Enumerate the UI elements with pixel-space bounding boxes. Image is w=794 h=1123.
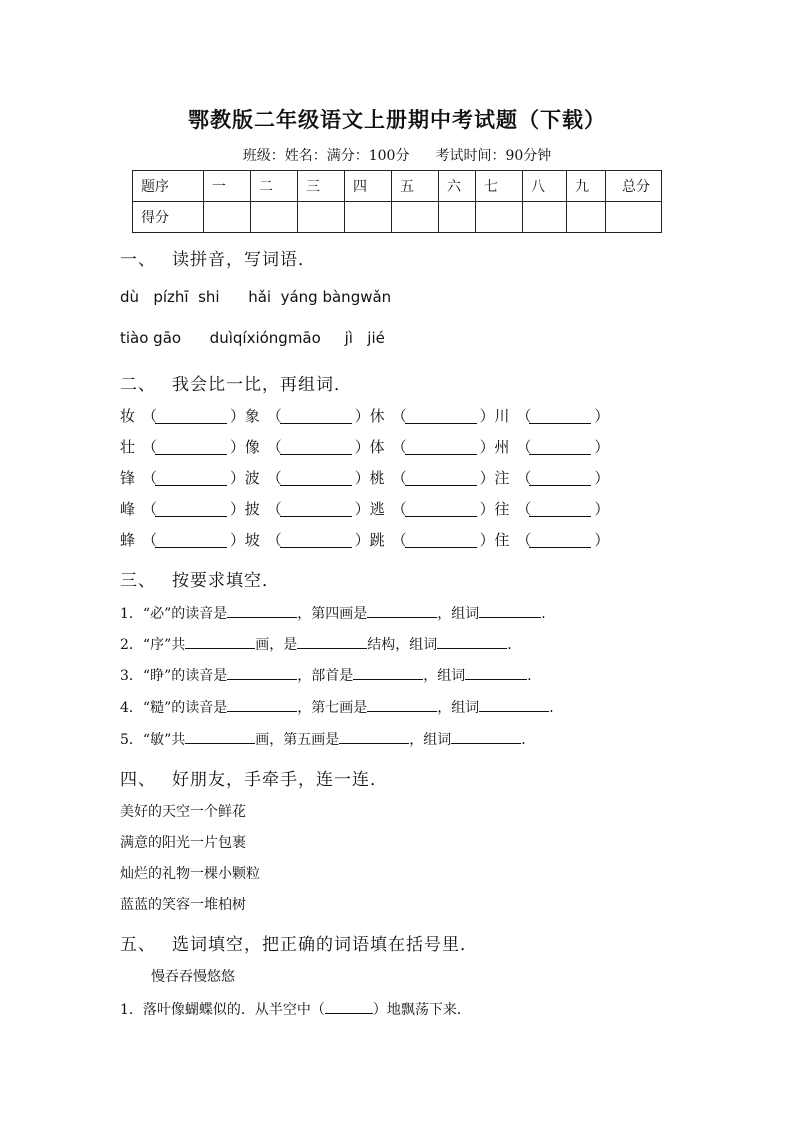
word-group-item <box>369 498 495 519</box>
question-text: 画，第五画是 <box>255 732 340 748</box>
score-table <box>132 170 662 233</box>
answer-blank[interactable] <box>367 699 437 712</box>
score-table-cell: 三 <box>298 171 345 202</box>
answer-blank[interactable] <box>227 667 297 680</box>
answer-blank[interactable] <box>529 504 591 517</box>
answer-blank[interactable] <box>529 535 591 548</box>
score-table-cell: 五 <box>392 171 439 202</box>
word-group-item <box>120 467 246 488</box>
close-paren: ） <box>354 531 370 549</box>
score-input-cell[interactable] <box>345 202 392 233</box>
section-title: 选词填空，把正确的词语填在括号里． <box>172 935 478 955</box>
open-paren: （ <box>516 469 532 487</box>
question-text: ，第四画是 <box>297 606 368 622</box>
close-paren: ） <box>594 438 610 456</box>
character: 波 <box>244 469 260 487</box>
character: 披 <box>244 500 260 518</box>
answer-blank[interactable] <box>155 442 227 455</box>
page-title: 鄂教版二年级语文上册期中考试题（下载） <box>188 107 606 132</box>
answer-blank[interactable] <box>280 411 352 424</box>
question-text: 画，是 <box>255 637 298 653</box>
answer-blank[interactable] <box>405 473 477 486</box>
close-paren: ） <box>594 531 610 549</box>
compare-row <box>120 498 610 519</box>
matching-line: 满意的阳光一片包裹 <box>120 835 246 851</box>
fill-question <box>120 634 521 654</box>
character: 桃 <box>369 469 385 487</box>
character: 像 <box>244 438 260 456</box>
word-group-item <box>244 467 370 488</box>
answer-blank[interactable] <box>367 605 437 618</box>
answer-blank[interactable] <box>155 535 227 548</box>
section-5-heading <box>120 930 478 955</box>
question-text: ）地飘荡下来． <box>372 1002 471 1018</box>
fill-question <box>120 665 541 685</box>
answer-blank[interactable] <box>465 667 527 680</box>
open-paren: （ <box>516 531 532 549</box>
character: 体 <box>369 438 385 456</box>
score-input-cell[interactable] <box>523 202 567 233</box>
question-text: ，部首是 <box>297 668 354 684</box>
score-table-cell: 九 <box>567 171 606 202</box>
character: 住 <box>494 531 510 549</box>
open-paren: （ <box>516 407 532 425</box>
character: 州 <box>494 438 510 456</box>
answer-blank[interactable] <box>185 636 255 649</box>
word-group-item <box>369 405 495 426</box>
section-title: 读拼音，写词语． <box>172 250 316 270</box>
open-paren: （ <box>142 531 158 549</box>
answer-blank[interactable] <box>405 442 477 455</box>
score-table-cell: 得分 <box>133 202 204 233</box>
character: 往 <box>494 500 510 518</box>
character: 坡 <box>244 531 260 549</box>
answer-blank[interactable] <box>280 535 352 548</box>
question-text: ，组词 <box>437 606 480 622</box>
section-number: 三、 <box>120 571 156 591</box>
word-group-item <box>494 498 610 519</box>
word-group-item <box>494 467 610 488</box>
answer-blank[interactable] <box>405 535 477 548</box>
section-number: 四、 <box>120 770 156 790</box>
open-paren: （ <box>391 469 407 487</box>
score-table-cell: 七 <box>476 171 523 202</box>
answer-blank[interactable] <box>297 636 367 649</box>
answer-blank[interactable] <box>451 731 521 744</box>
section-1-heading <box>120 245 316 270</box>
answer-blank[interactable] <box>529 473 591 486</box>
close-paren: ） <box>354 500 370 518</box>
score-table-cell: 四 <box>345 171 392 202</box>
section-4-heading <box>120 765 388 790</box>
open-paren: （ <box>266 531 282 549</box>
question-text: 结构，组词 <box>367 637 438 653</box>
open-paren: （ <box>142 500 158 518</box>
score-input-cell[interactable] <box>476 202 523 233</box>
score-input-cell[interactable] <box>204 202 251 233</box>
character: 象 <box>244 407 260 425</box>
open-paren: （ <box>266 469 282 487</box>
character: 逃 <box>369 500 385 518</box>
compare-row <box>120 436 610 457</box>
class-name-score-label: 班级：姓名：满分：100分 <box>242 148 410 164</box>
score-table-cell: 八 <box>523 171 567 202</box>
score-table-score-row <box>133 202 662 233</box>
answer-blank[interactable] <box>437 636 507 649</box>
compare-row <box>120 529 610 550</box>
score-input-cell[interactable] <box>298 202 345 233</box>
open-paren: （ <box>516 500 532 518</box>
score-input-cell[interactable] <box>439 202 476 233</box>
answer-blank[interactable] <box>405 504 477 517</box>
character: 壮 <box>120 438 136 456</box>
open-paren: （ <box>142 438 158 456</box>
answer-blank[interactable] <box>353 667 423 680</box>
score-table-cell: 六 <box>439 171 476 202</box>
close-paren: ） <box>479 438 495 456</box>
close-paren: ） <box>479 469 495 487</box>
answer-blank[interactable] <box>529 442 591 455</box>
close-paren: ） <box>354 407 370 425</box>
section-2-heading <box>120 370 352 395</box>
score-input-cell[interactable] <box>606 202 662 233</box>
answer-blank[interactable] <box>405 411 477 424</box>
open-paren: （ <box>142 407 158 425</box>
close-paren: ） <box>594 469 610 487</box>
section-title: 按要求填空． <box>172 571 280 591</box>
character: 蜂 <box>120 531 136 549</box>
open-paren: （ <box>266 438 282 456</box>
close-paren: ） <box>354 438 370 456</box>
exam-time-label: 考试时间：90分钟 <box>435 148 552 164</box>
section-number: 一、 <box>120 250 156 270</box>
word-group-item <box>494 529 610 550</box>
score-table-cell: 一 <box>204 171 251 202</box>
question-text: 3．“睁”的读音是 <box>120 668 228 684</box>
close-paren: ） <box>354 469 370 487</box>
answer-blank[interactable] <box>227 699 297 712</box>
question-text: ，组词 <box>423 668 466 684</box>
section-title: 我会比一比，再组词． <box>172 375 352 395</box>
answer-blank[interactable] <box>227 605 297 618</box>
character: 妆 <box>120 407 136 425</box>
close-paren: ） <box>230 531 246 549</box>
answer-blank[interactable] <box>155 504 227 517</box>
word-group-item <box>494 436 610 457</box>
word-group-item <box>369 529 495 550</box>
word-bank: 慢吞吞慢悠悠 <box>151 969 235 985</box>
open-paren: （ <box>391 531 407 549</box>
close-paren: ） <box>230 407 246 425</box>
answer-blank[interactable] <box>185 731 255 744</box>
exam-info <box>0 145 794 165</box>
question-text: ． <box>549 700 564 716</box>
score-table-cell: 总分 <box>606 171 662 202</box>
word-group-item <box>244 405 370 426</box>
word-group-item <box>494 405 610 426</box>
matching-line: 灿烂的礼物一棵小颗粒 <box>120 866 260 882</box>
word-group-item <box>120 498 246 519</box>
compare-row <box>120 467 610 488</box>
fill-question <box>120 697 563 717</box>
open-paren: （ <box>391 438 407 456</box>
answer-blank[interactable] <box>529 411 591 424</box>
question-text: ． <box>507 637 522 653</box>
section-title: 好朋友，手牵手，连一连． <box>172 770 388 790</box>
matching-line: 美好的天空一个鲜花 <box>120 804 246 820</box>
compare-row <box>120 405 610 426</box>
question-text: 5．“敏”共 <box>120 732 186 748</box>
open-paren: （ <box>266 500 282 518</box>
close-paren: ） <box>594 407 610 425</box>
question-text: 4．“糙”的读音是 <box>120 700 228 716</box>
answer-blank[interactable] <box>479 605 541 618</box>
character: 休 <box>369 407 385 425</box>
word-group-item <box>120 529 246 550</box>
section-number: 五、 <box>120 935 156 955</box>
answer-blank[interactable] <box>339 731 409 744</box>
open-paren: （ <box>516 438 532 456</box>
open-paren: （ <box>391 500 407 518</box>
score-table-cell: 题序 <box>133 171 204 202</box>
question-text: ． <box>521 732 536 748</box>
character: 注 <box>494 469 510 487</box>
fill-question <box>120 729 535 749</box>
close-paren: ） <box>594 500 610 518</box>
question-text: 2．“序”共 <box>120 637 186 653</box>
word-group-item <box>244 498 370 519</box>
pinyin-line: tiào gāo duìqíxióngmāo jì jié <box>120 329 385 347</box>
score-table-header-row <box>133 171 662 202</box>
word-group-item <box>369 436 495 457</box>
close-paren: ） <box>230 500 246 518</box>
fill-question <box>120 999 471 1019</box>
character: 川 <box>494 407 510 425</box>
close-paren: ） <box>230 469 246 487</box>
word-group-item <box>369 467 495 488</box>
question-text: ． <box>527 668 542 684</box>
matching-line: 蓝蓝的笑容一堆柏树 <box>120 897 246 913</box>
section-3-heading <box>120 566 280 591</box>
answer-blank[interactable] <box>325 1001 373 1014</box>
question-text: 1．落叶像蝴蝶似的．从半空中（ <box>120 1002 325 1018</box>
word-group-item <box>244 529 370 550</box>
open-paren: （ <box>142 469 158 487</box>
section-number: 二、 <box>120 375 156 395</box>
word-group-item <box>120 436 246 457</box>
score-input-cell[interactable] <box>567 202 606 233</box>
fill-question <box>120 603 555 623</box>
close-paren: ） <box>479 407 495 425</box>
question-text: ，组词 <box>437 700 480 716</box>
question-text: ． <box>541 606 556 622</box>
answer-blank[interactable] <box>155 473 227 486</box>
close-paren: ） <box>479 500 495 518</box>
character: 跳 <box>369 531 385 549</box>
answer-blank[interactable] <box>479 699 549 712</box>
word-group-item <box>244 436 370 457</box>
answer-blank[interactable] <box>280 504 352 517</box>
score-input-cell[interactable] <box>392 202 439 233</box>
character: 峰 <box>120 500 136 518</box>
question-text: 1．“必”的读音是 <box>120 606 228 622</box>
question-text: ，组词 <box>409 732 452 748</box>
score-input-cell[interactable] <box>251 202 298 233</box>
question-text: ，第七画是 <box>297 700 368 716</box>
pinyin-line: dù pízhī shi hǎi yáng bàngwǎn <box>120 288 392 306</box>
open-paren: （ <box>266 407 282 425</box>
open-paren: （ <box>391 407 407 425</box>
close-paren: ） <box>479 531 495 549</box>
answer-blank[interactable] <box>280 442 352 455</box>
character: 锋 <box>120 469 136 487</box>
close-paren: ） <box>230 438 246 456</box>
answer-blank[interactable] <box>280 473 352 486</box>
word-group-item <box>120 405 246 426</box>
answer-blank[interactable] <box>155 411 227 424</box>
score-table-cell: 二 <box>251 171 298 202</box>
